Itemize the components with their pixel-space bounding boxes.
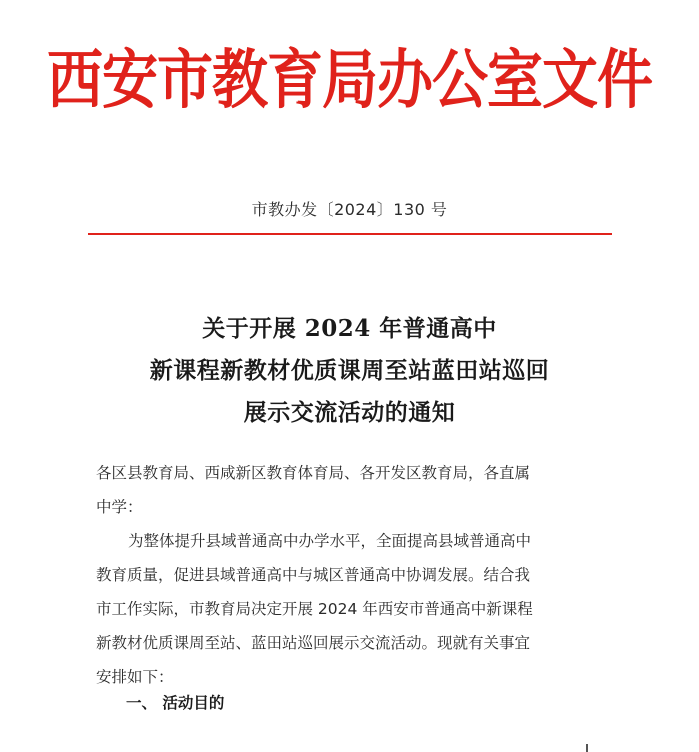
recipients-line-1: 各区县教育局、西咸新区教育体育局、各开发区教育局，各直属 — [96, 464, 531, 482]
red-divider-line — [88, 233, 612, 235]
notice-title-line-1: 关于开展 2024 年普通高中 — [202, 315, 497, 342]
notice-title-line-2: 新课程新教材优质课周至站蓝田站巡回 — [149, 357, 550, 384]
page-edge-mark — [586, 744, 588, 752]
paragraph-line-5: 安排如下： — [96, 668, 174, 686]
recipients-line-2: 中学： — [96, 498, 143, 516]
paragraph-line-4: 新教材优质课周至站、蓝田站巡回展示交流活动。现就有关事宜 — [96, 634, 531, 652]
document-number: 市教办发〔2024〕130 号 — [251, 200, 448, 219]
section-heading-purpose: 一、 活动目的 — [126, 694, 225, 712]
notice-title-line-3: 展示交流活动的通知 — [243, 399, 456, 426]
document-masthead: 西安市教育局办公室文件 — [47, 42, 652, 118]
paragraph-line-1: 为整体提升县域普通高中办学水平，全面提高县域普通高中 — [128, 532, 532, 550]
paragraph-line-3: 市工作实际，市教育局决定开展 2024 年西安市普通高中新课程 — [96, 600, 533, 618]
paragraph-line-2: 教育质量，促进县域普通高中与城区普通高中协调发展。结合我 — [96, 566, 531, 584]
